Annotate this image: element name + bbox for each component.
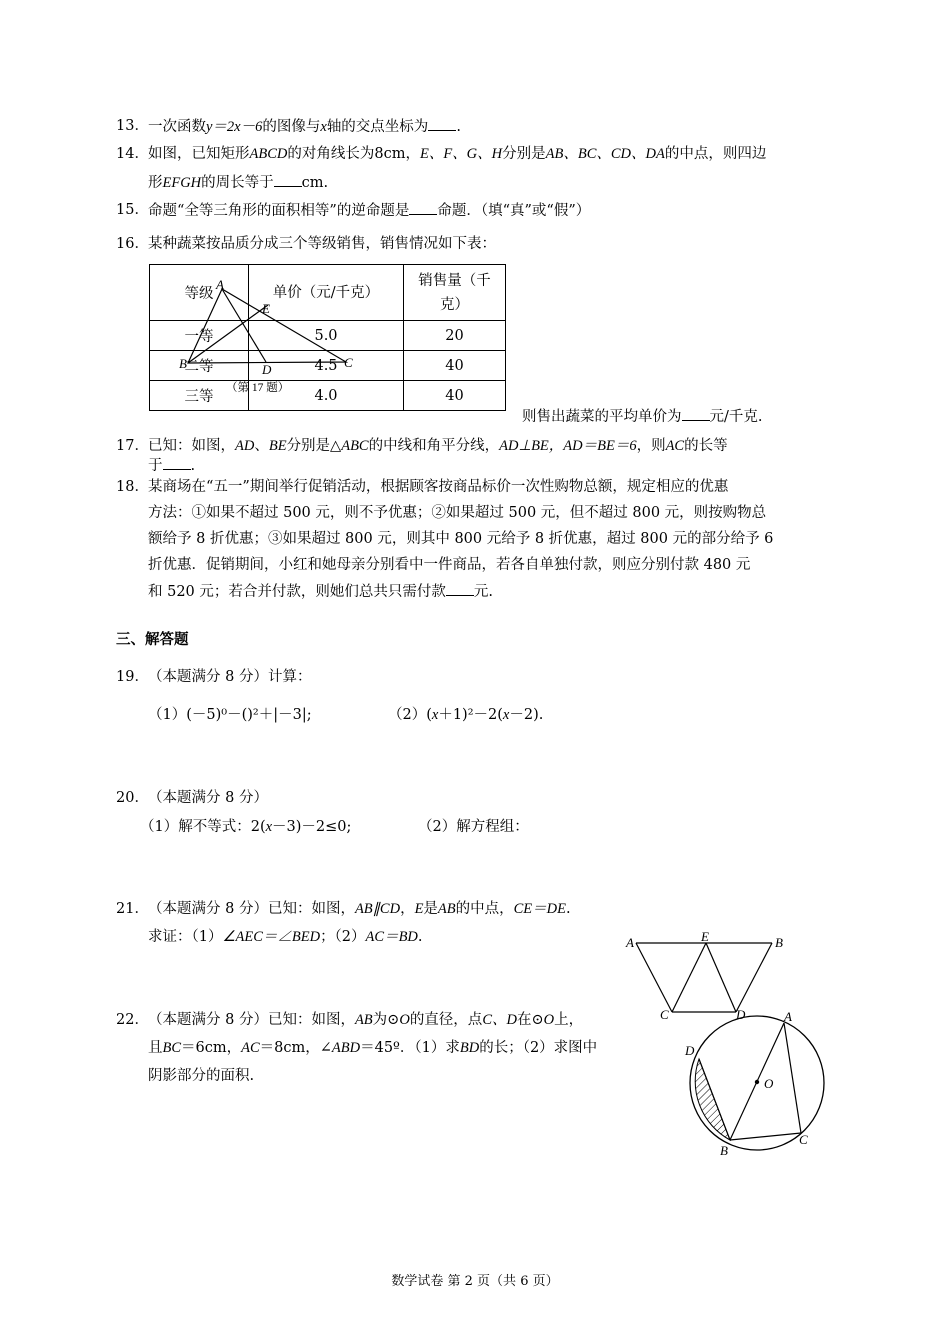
q17-ac: AC	[665, 438, 685, 454]
q22-l2-d: ＝45º．（1）求	[360, 1040, 460, 1056]
label-c: C	[660, 1007, 669, 1022]
table-cell: 4.5	[249, 351, 404, 381]
q19-part1: （1）(－5)⁰－()²＋|－3|;	[148, 707, 312, 723]
q19-number: 19．	[116, 669, 149, 685]
q20-p1-x: x	[265, 819, 273, 835]
table-header-cell: 销售量（千克）	[404, 265, 506, 321]
q22-l2-e: 的长；（2）求图中	[479, 1040, 598, 1056]
label-a: A	[626, 935, 634, 950]
table-cell: 三等	[150, 381, 249, 411]
figure-17-caption: （第 17 题）	[226, 382, 290, 394]
q18-last-pre: 和 520 元；若合并付款，则她们总共只需付款	[148, 584, 446, 600]
q18-line: 额给予 8 折优惠；③如果超过 800 元，则其中 800 元给予 8 折优惠，超过 800 元的部分给予 6	[148, 531, 774, 547]
label-d: D	[736, 1007, 746, 1022]
figure-17	[170, 270, 370, 400]
q19-text: （本题满分 8 分）计算：	[148, 669, 312, 685]
q20-p1-a: （1）解不等式：2(	[140, 819, 266, 835]
q21-proof1: ∠AEC＝∠BED	[222, 929, 321, 945]
q15-text: 命题“全等三角形的面积相等”的逆命题是	[148, 203, 410, 219]
q22-text-c: 的直径，点	[409, 1012, 483, 1028]
q17-number: 17．	[116, 438, 149, 454]
q20-p1-b: －3)－2≤0;	[272, 819, 352, 835]
q17-text-d: 的中线和角平分线，	[368, 438, 500, 454]
table-header-cell: 等级	[150, 265, 249, 321]
table-cell: 4.0	[249, 381, 404, 411]
q19-p2-a: （2）(	[388, 707, 432, 723]
q17-condition: AD⊥BE，AD＝BE＝6	[499, 438, 637, 454]
q21-text-a: （本题满分 8 分）已知：如图，	[148, 901, 355, 917]
q14-text-e: 形	[148, 175, 163, 191]
q14-answer-blank[interactable]	[274, 172, 302, 187]
q19-p2-x2: x	[502, 707, 510, 723]
q16-after-pre: 则售出蔬菜的平均单价为	[522, 409, 682, 425]
q22-abd: ABD	[331, 1040, 361, 1056]
q22-l2-b: ＝6cm，	[181, 1040, 242, 1056]
label-d: D	[262, 362, 272, 377]
q21-cond2: CE＝DE	[513, 901, 566, 917]
label-c: C	[799, 1132, 808, 1147]
chord-ac	[784, 1023, 801, 1133]
segment-ed	[706, 943, 736, 1012]
q13-equation: y＝2x－6	[206, 119, 263, 135]
q14-text-c: 分别是	[502, 146, 546, 162]
q16-text: 某种蔬菜按品质分成三个等级销售，销售情况如下表：	[148, 236, 496, 252]
q18-number: 18．	[116, 479, 149, 495]
q21-proof-b: ；（2）	[320, 929, 366, 945]
q13-text-mid: 的图像与	[262, 119, 321, 135]
center-dot	[755, 1080, 759, 1084]
q22-o: O	[399, 1012, 410, 1028]
q18-line: 方法：①如果不超过 500 元，则不予优惠；②如果超过 500 元，但不超过 800 元，则按购物总	[148, 505, 767, 521]
q18-last-post: 元.	[473, 584, 494, 600]
label-o: O	[764, 1076, 774, 1091]
q16-answer-line	[522, 406, 763, 427]
q14-points: E、F、G、H	[419, 146, 503, 162]
q21-text-c: 是	[423, 901, 438, 917]
chord-bc	[730, 1133, 801, 1140]
bisector-be	[188, 305, 268, 363]
q14-text-d: 的中点，则四边	[664, 146, 767, 162]
segment-ac	[636, 943, 672, 1012]
q14-sides: AB、BC、CD、DA	[545, 146, 665, 162]
q21-end: .	[566, 901, 571, 917]
q21-proof-end: .	[417, 929, 423, 945]
q22-text-d: 在⊙	[516, 1012, 544, 1028]
q17-answer-blank[interactable]	[163, 455, 191, 470]
table-cell: 40	[404, 381, 506, 411]
q21-ab: AB	[437, 901, 456, 917]
q17-text-b: 、	[254, 438, 269, 454]
median-ad	[222, 289, 266, 362]
q14-rect: ABCD	[249, 146, 288, 162]
q17-be: BE	[268, 438, 287, 454]
figure-22	[680, 1005, 840, 1165]
table-cell: 40	[404, 351, 506, 381]
q22-ab: AB	[354, 1012, 373, 1028]
label-b: B	[720, 1143, 728, 1158]
q22-text-e: 上，	[554, 1012, 584, 1028]
q17-ad: AD	[235, 438, 255, 454]
segment-ec	[672, 943, 706, 1012]
q21-proof2: AC＝BD	[365, 929, 418, 945]
q22-ac: AC	[241, 1040, 260, 1056]
q20-part2: （2）解方程组：	[418, 819, 529, 835]
label-c: C	[344, 355, 353, 370]
q13-number: 13．	[116, 118, 149, 134]
q22-text-a: （本题满分 8 分）已知：如图，	[148, 1012, 355, 1028]
q21-text-d: 的中点，	[455, 901, 514, 917]
q18-answer-blank[interactable]	[446, 581, 474, 596]
table-cell: 5.0	[249, 321, 404, 351]
q21-e: E	[414, 901, 424, 917]
label-b: B	[179, 356, 187, 371]
q17-text-a: 已知：如图，	[148, 438, 235, 454]
q18-line: 折优惠．促销期间，小红和她母亲分别看中一件商品，若各自单独付款，则应分别付款 480 元	[148, 557, 751, 573]
q13-answer-blank[interactable]	[428, 116, 456, 131]
q14-text-a: 如图，已知矩形	[148, 146, 250, 162]
q13-text-post: 轴的交点坐标为	[326, 119, 429, 135]
q17-text-c: 分别是△	[286, 438, 342, 454]
q17-abc: ABC	[341, 438, 369, 454]
q20-text: （本题满分 8 分）	[148, 790, 268, 806]
q21-text-b: ，	[400, 901, 415, 917]
q22-l2-a: 且	[148, 1040, 163, 1056]
label-a: A	[216, 277, 224, 292]
q21-number: 21．	[116, 901, 149, 917]
q14-number: 14．	[116, 146, 149, 162]
q22-bd: BD	[459, 1040, 480, 1056]
q14-text-f: 的周长等于	[201, 175, 274, 191]
q19-p2-x: x	[431, 707, 439, 723]
q14-text-g: cm.	[301, 175, 329, 191]
page-footer: 数学试卷 第 2 页（共 6 页）	[391, 1274, 559, 1289]
q14-quad: EFGH	[162, 175, 202, 191]
q21-cond1: AB∥CD	[354, 901, 401, 917]
label-b: B	[775, 935, 783, 950]
label-e: E	[262, 301, 270, 316]
q16-after-post: 元/千克.	[709, 409, 763, 425]
q13-end: .	[456, 119, 461, 135]
q13-axis: x	[320, 119, 327, 135]
q20-number: 20．	[116, 790, 149, 806]
q22-cd: C、D	[482, 1012, 517, 1028]
q21-proof-a: 求证：（1）	[148, 929, 223, 945]
q13-text: 一次函数	[148, 119, 206, 135]
q20-part1	[140, 817, 351, 837]
q22-l3: 阴影部分的面积.	[148, 1068, 255, 1084]
q15-text-post: 命题．（填“真”或“假”）	[437, 203, 591, 219]
table-header-cell: 单价（元/千克）	[249, 265, 404, 321]
q14-text-b: 的对角线长为8cm，	[287, 146, 420, 162]
q22-bc: BC	[162, 1040, 182, 1056]
section-heading: 三、解答题	[116, 631, 189, 648]
label-e: E	[701, 929, 709, 944]
segment-bd	[736, 943, 772, 1012]
q16-answer-blank[interactable]	[682, 406, 710, 421]
table-cell: 一等	[150, 321, 249, 351]
table-cell: 20	[404, 321, 506, 351]
q17-end: .	[190, 458, 196, 474]
label-a: A	[784, 1009, 792, 1024]
q16-number: 16．	[116, 236, 149, 252]
q22-o2: O	[543, 1012, 555, 1028]
q22-number: 22．	[116, 1012, 149, 1028]
table-cell: 二等	[150, 351, 249, 381]
q22-text-b: 为⊙	[372, 1012, 400, 1028]
label-d: D	[685, 1043, 695, 1058]
q17-text-f: 的长等	[684, 438, 728, 454]
q19-part2	[388, 705, 543, 725]
q18-line: 某商场在“五一”期间举行促销活动，根据顾客按商品标价一次性购物总额，规定相应的优惠	[148, 479, 729, 495]
q17-text-g: 于	[148, 458, 163, 474]
q19-p2-c: －2).	[509, 707, 544, 723]
q15-number: 15．	[116, 202, 149, 218]
q22-l2-c: ＝8cm，∠	[259, 1040, 332, 1056]
q17-text-e: ，则	[636, 438, 666, 454]
q19-p2-b: ＋1)²－2(	[438, 707, 503, 723]
q15-answer-blank[interactable]	[409, 200, 437, 215]
